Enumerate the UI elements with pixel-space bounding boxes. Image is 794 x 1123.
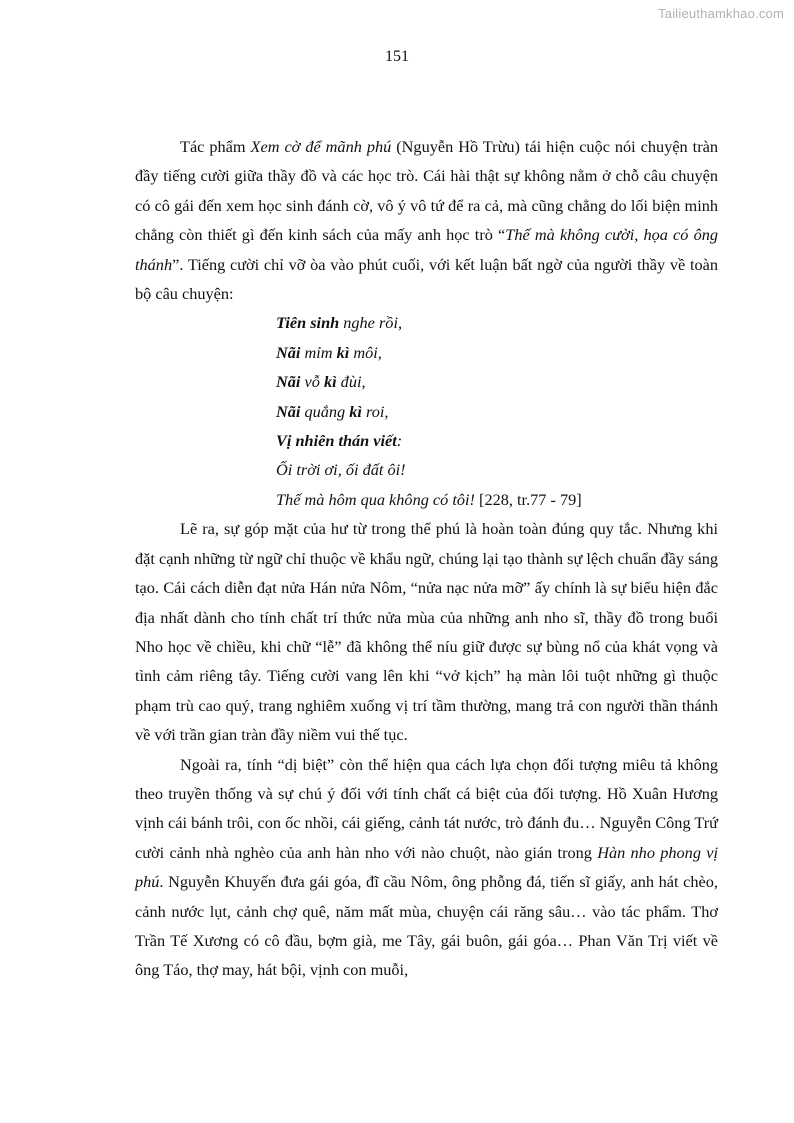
verse-3-text-a: vỗ xyxy=(300,372,324,392)
p3-text-1: Ngoài ra, tính “dị biệt” còn thể hiện qua cách lựa chọn đối tượng miêu tả không theo truyền thống và sự chú ý đối với tính chất cá biệt của đối tượng. Hồ Xuân Hương vịnh cái bánh trôi, con ốc nhồi, cái giếng, cảnh tát nước, trò đánh đu… Nguyễn Công Trứ cười cảnh nhà nghèo của anh hàn nho với nào chuột, nào gián trong xyxy=(135,754,718,862)
body-text xyxy=(135,132,718,985)
p3-title-han-nho: Hàn nho phong vị phú xyxy=(135,842,718,892)
verse-2-text-b: môi, xyxy=(349,342,382,362)
verse-1-text: nghe rồi, xyxy=(339,313,403,333)
citation: [228, tr.77 - 79] xyxy=(474,489,582,509)
verse-3-bold-ki: kì xyxy=(323,372,337,392)
verse-quote xyxy=(135,308,718,514)
verse-3-bold: Nãi xyxy=(276,372,301,392)
verse-line-6: Ối trời ơi, ối đất ôi! xyxy=(276,460,406,480)
p1-text-2: (Nguyễn Hồ Trừu) tái hiện cuộc nói chuyện tràn đầy tiếng cười giữa thầy đồ và các học trò. Cái hài thật sự không nằm ở chỗ câu chuyện có cô gái đến xem học sinh đánh cờ, vô ý vô tứ để ra cả, mà cũng chẳng do lối biện minh chẳng còn thiết gì đến kinh sách của mấy anh học trò “ xyxy=(135,137,718,245)
verse-5-text: : xyxy=(396,431,403,451)
p1-quote: Thế mà không cười, họa có ông thánh xyxy=(135,225,718,274)
p1-text-3: ”. Tiếng cười chỉ vỡ òa vào phút cuối, với kết luận bất ngờ của người thầy về toàn bộ câu chuyện: xyxy=(135,254,718,304)
verse-5-bold: Vị nhiên thán viết xyxy=(276,431,397,451)
verse-line-7 xyxy=(276,485,718,514)
page-number: 151 xyxy=(385,48,409,65)
paragraph-2: Lẽ ra, sự góp mặt của hư từ trong thể phú là hoàn toàn đúng quy tắc. Nhưng khi đặt cạnh những từ ngữ chỉ thuộc về khẩu ngữ, chúng lại tạo thành sự lệch chuẩn đầy sáng tạo. Cái cách diễn đạt nửa Hán nửa Nôm, “nửa nạc nửa mỡ” ấy chính là sự biểu hiện đắc địa nhất dành cho tính chất trí thức nửa mùa của những anh nho sĩ, thầy đồ trong buổi Nho học về chiều, khi chữ “lễ” đã không thể níu giữ được sự bùng nổ của khát vọng và tình cảm riêng tây. Tiếng cười vang lên khi “vở kịch” hạ màn lôi tuột những gì thuộc phạm trù cao quý, trang nghiêm xuống vị trí tầm thường, mang trả con người thần thánh về với trần gian tràn đầy niềm vui thế tục. xyxy=(135,519,718,745)
verse-4-bold-ki: kì xyxy=(349,401,362,421)
verse-line-3 xyxy=(276,367,718,396)
watermark: Tailieuthamkhao.com xyxy=(658,6,784,21)
verse-line-4 xyxy=(276,397,718,426)
verse-2-bold: Nãi xyxy=(276,342,301,362)
verse-4-bold: Nãi xyxy=(276,401,301,421)
verse-7-text: Thế mà hôm qua không có tôi! xyxy=(276,489,475,509)
verse-3-text-b: đùi, xyxy=(336,372,366,392)
verse-1-bold: Tiên sinh xyxy=(276,313,340,333)
verse-line-5 xyxy=(276,426,718,455)
verse-line-2 xyxy=(276,338,718,367)
verse-4-text-a: quắng xyxy=(300,401,350,421)
paragraph-3 xyxy=(135,750,718,985)
p3-text-2: . Nguyễn Khuyến đưa gái góa, đĩ cầu Nôm, ông phỗng đá, tiến sĩ giấy, anh hát chèo, cảnh nước lụt, cảnh chợ quê, năm mất mùa, chuyện cái răng sâu… vào tác phẩm. Thơ Trần Tế Xương có cô đầu, bợm già, me Tây, gái buôn, gái góa… Phan Văn Trị viết về ông Táo, thợ may, hát bội, vịnh con muỗi, xyxy=(135,872,718,980)
p1-text-1: Tác phẩm xyxy=(180,137,251,156)
verse-line-1 xyxy=(276,308,718,337)
p1-title-xem-co: Xem cờ để mãnh phú xyxy=(250,137,392,156)
verse-2-bold-ki: kì xyxy=(336,342,350,362)
verse-2-text-a: mỉm xyxy=(300,342,337,362)
paragraph-1 xyxy=(135,132,718,308)
verse-4-text-b: roi, xyxy=(361,401,389,421)
